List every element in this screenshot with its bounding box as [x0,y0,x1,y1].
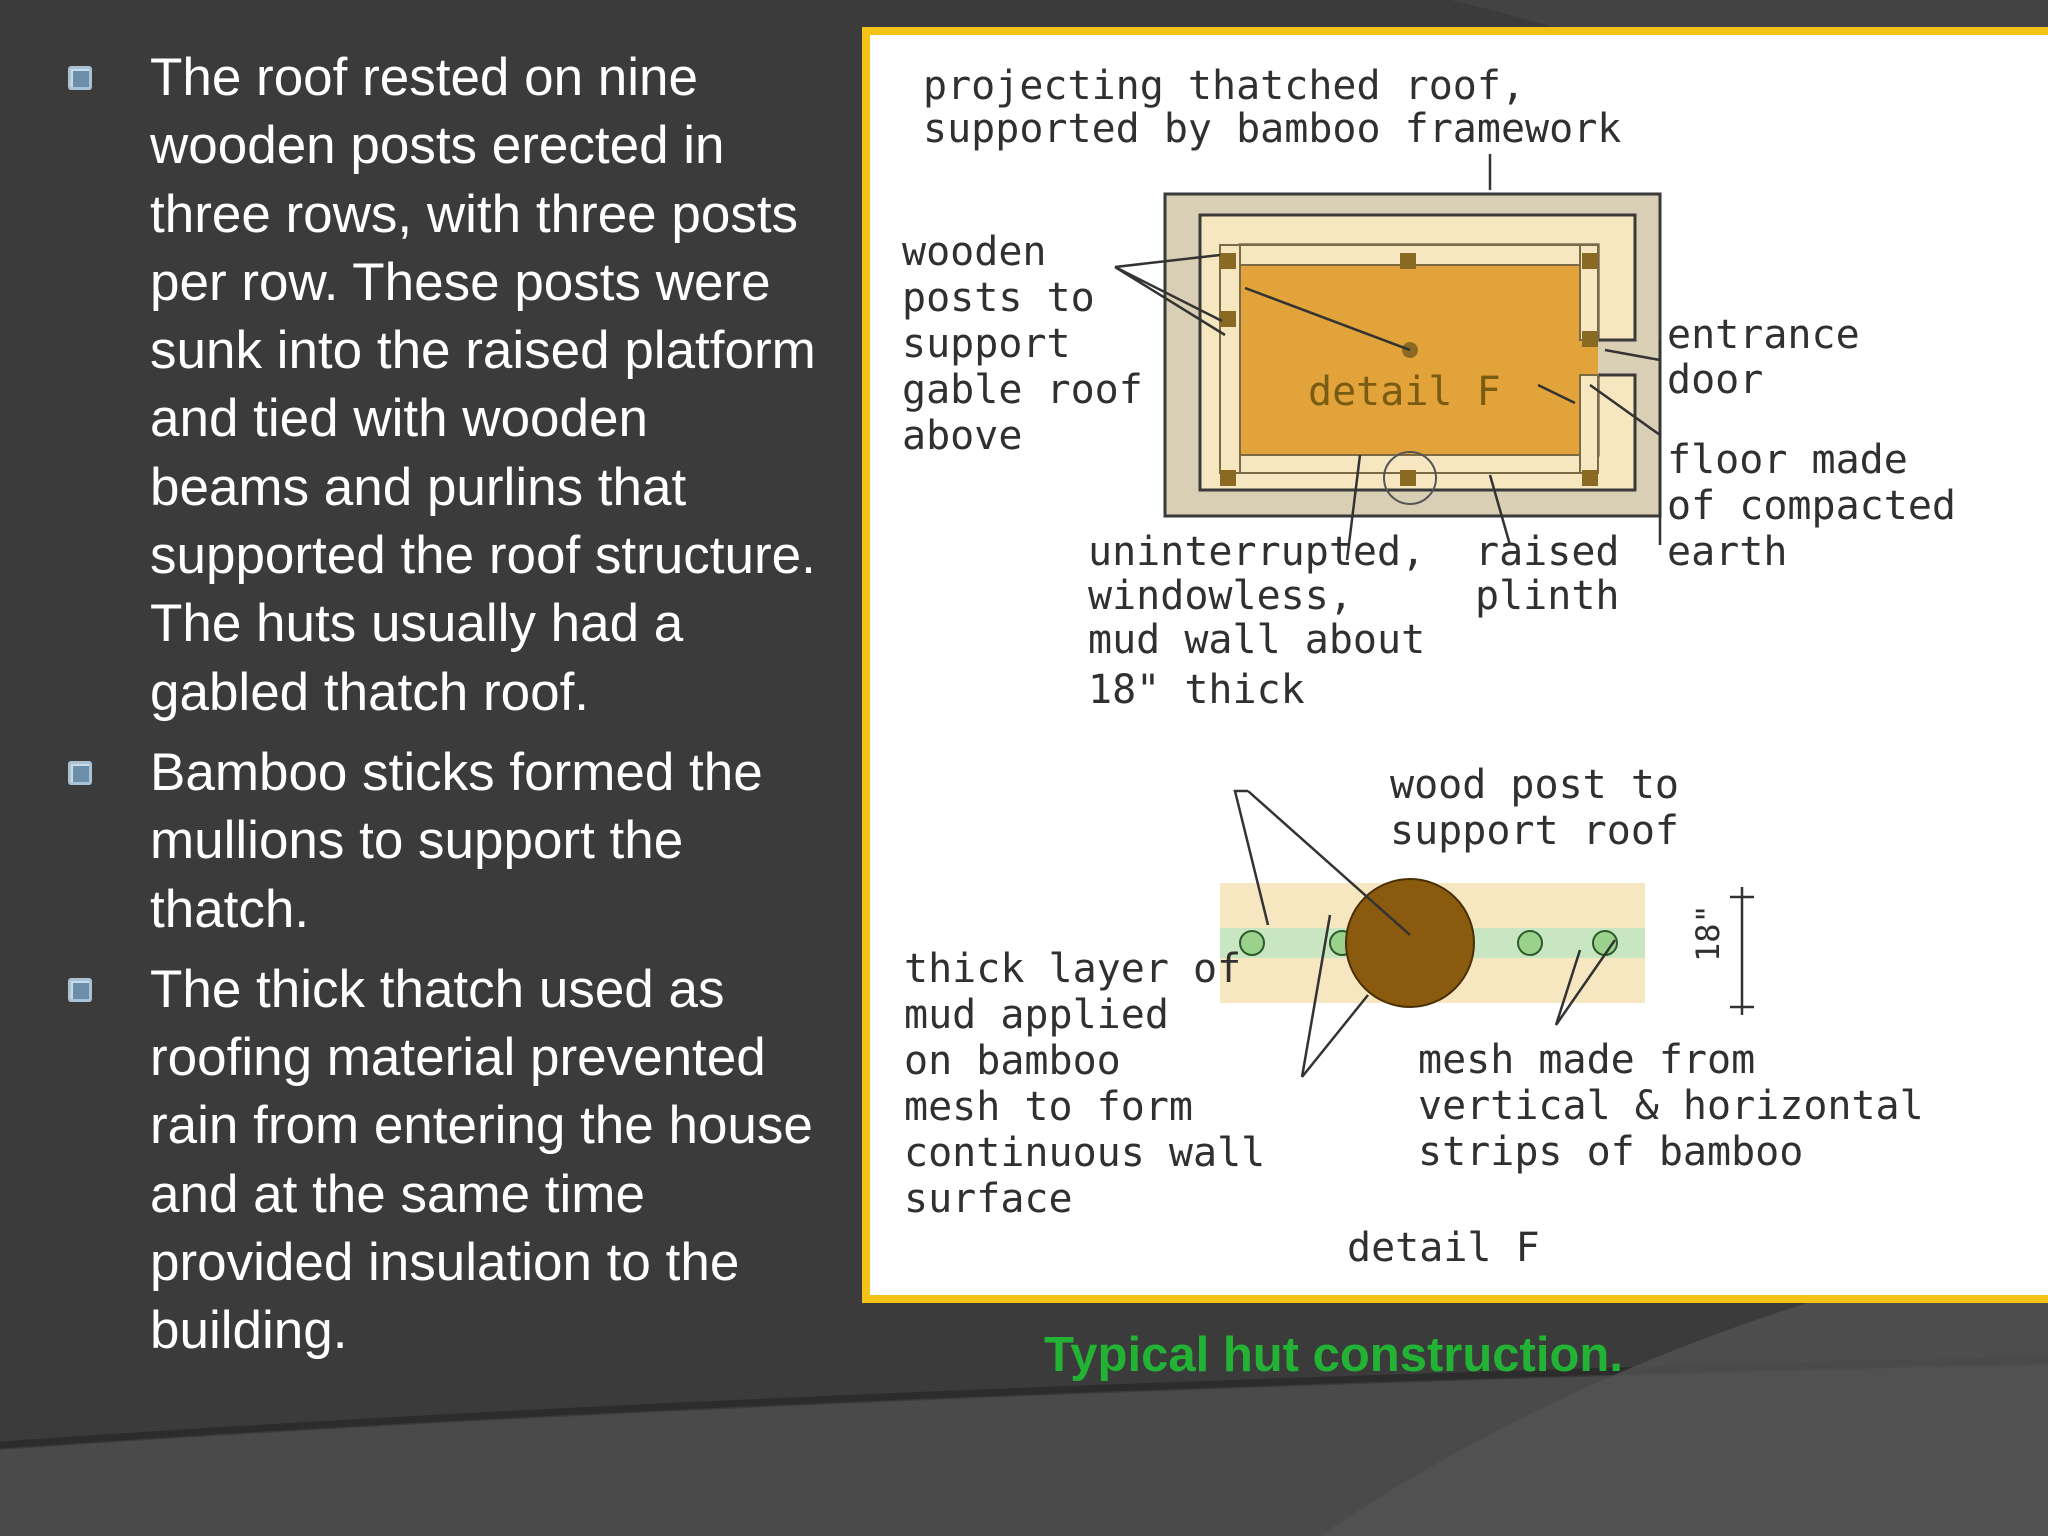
roof-label: supported by bamboo framework [923,106,1622,152]
checkbox-bullet-icon [68,978,92,1002]
mud-label: mud applied [904,992,1169,1038]
posts-label: wooden [902,229,1047,275]
hut-diagram [870,35,2048,1295]
floor-label: earth [1667,529,1788,575]
figure-caption: Typical hut construction. [1044,1328,1623,1382]
inner-floor [1240,265,1598,455]
wall-label: 18" thick [1088,667,1305,713]
mesh-label: mesh made from [1418,1037,1756,1083]
mud-label: on bamboo [904,1038,1121,1084]
mud-label: thick layer of [904,946,1242,992]
posts-label: gable roof [902,367,1143,413]
wooden-post [1220,311,1236,327]
post-label: support roof [1390,808,1679,854]
hut-plan [1165,194,1660,516]
posts-label: posts to [902,275,1095,321]
wooden-post [1220,253,1236,269]
mud-label: continuous wall [904,1130,1266,1176]
detail-section [1220,879,1754,1015]
mesh-label: strips of bamboo [1418,1129,1804,1175]
inner-wall [1240,455,1598,473]
floor-label: of compacted [1667,483,1956,529]
posts-label: support [902,321,1071,367]
bamboo-strip [1518,931,1542,955]
bullet-text: Bamboo sticks formed the mullions to support the thatch. [150,742,763,939]
wooden-post [1400,253,1416,269]
wooden-post [1220,470,1236,486]
inner-wall [1220,245,1240,473]
plinth-label: plinth [1475,573,1620,619]
posts-label: above [902,413,1023,459]
bullet-item [60,956,820,1366]
roof-label: projecting thatched roof, [923,63,1526,109]
floor-label: floor made [1667,437,1908,483]
bullet-text: The roof rested on nine wooden posts erected in three rows, with three posts per row. These posts were sunk into the raised platform and tied with wooden beams and purlins that supported the roof structure. The huts usually had a gabled thatch roof. [150,48,816,722]
wall-label: mud wall about [1088,617,1426,663]
wood-post-section [1346,879,1474,1007]
inner-wall [1240,245,1598,265]
mesh-label: vertical & horizontal [1418,1083,1924,1129]
bullet-item [60,44,820,727]
plinth-label: raised [1475,529,1620,575]
wooden-post [1400,470,1416,486]
mud-label: surface [904,1176,1073,1222]
wall-label: windowless, [1088,573,1353,619]
dimension-label: 18" [1689,904,1727,962]
wooden-post [1582,470,1598,486]
wooden-post [1582,331,1598,347]
bullet-text: The thick thatch used as roofing material prevented rain from entering the house and at the same time provided insulation to the building. [150,959,813,1361]
bullet-list [60,44,820,1378]
detail-title: detail F [1347,1225,1540,1271]
bullet-item [60,739,820,944]
wall-label: uninterrupted, [1088,529,1426,575]
checkbox-bullet-icon [68,66,92,90]
wooden-post [1582,253,1598,269]
dimension-line [1730,887,1754,1015]
door-label: entrance [1667,312,1860,358]
door-label: door [1667,357,1764,403]
hut-construction-figure [862,27,2048,1303]
checkbox-bullet-icon [68,761,92,785]
mud-label: mesh to form [904,1084,1193,1130]
post-label: wood post to [1390,762,1679,808]
detail-ref-label: detail F [1308,369,1501,415]
bamboo-strip [1240,931,1264,955]
